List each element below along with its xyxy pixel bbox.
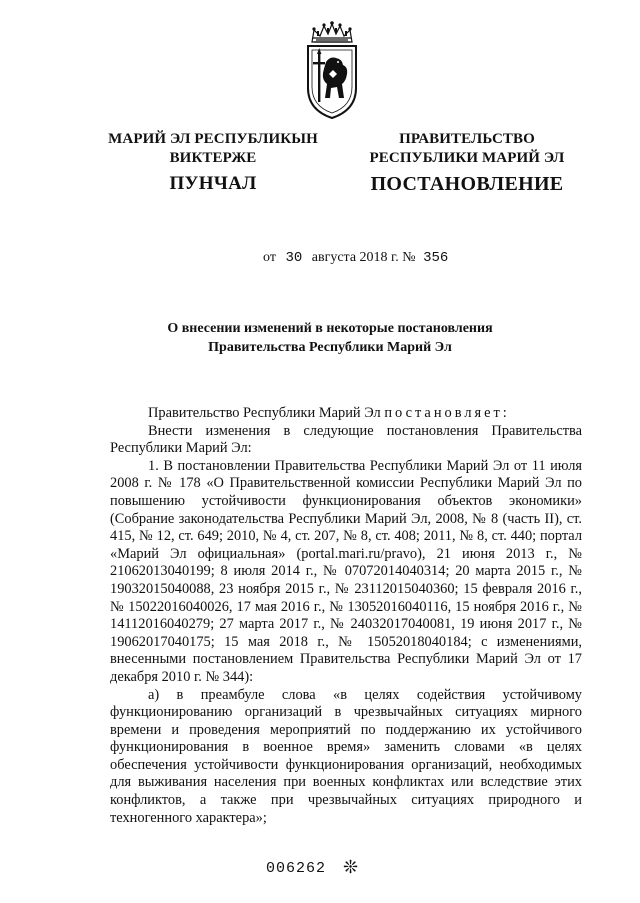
title-line1: О внесении изменений в некоторые постановления — [167, 321, 493, 336]
date-prefix: от — [263, 250, 276, 265]
preamble — [110, 405, 582, 423]
coat-of-arms-icon — [300, 18, 364, 120]
date-month-year: августа 2018 г. № — [311, 250, 416, 265]
header-right-doctype: ПОСТАНОВЛЕНИЕ — [370, 173, 564, 195]
header-right-line1: ПРАВИТЕЛЬСТВО — [399, 131, 535, 147]
date-day: 30 — [285, 250, 303, 266]
preamble-text: Правительство Республики Марий Эл — [148, 405, 385, 421]
preamble-verb: постановляет: — [384, 405, 510, 421]
header-left-line1: МАРИЙ ЭЛ РЕСПУБЛИКЫН — [108, 131, 318, 147]
header-left — [88, 130, 338, 196]
ornament-mark-icon: ❊ — [343, 857, 359, 877]
paragraph-3: а) в преамбуле слова «в целях содействия устойчивому функционированию организаций в чрезвычайных ситуациях мирного времени и проведения мероприятий по поддержанию их устойчивого функционирования в военное время» заменить словами «в целях обеспечения устойчивости функционирования организаций, необходимых для выживания населения при военных конфликтах или вследствие этих конфликтов, а также при чрезвычайных ситуациях природного и техногенного характера»; — [110, 686, 582, 826]
date-line — [263, 250, 448, 266]
header-left-doctype: ПУНЧАЛ — [169, 173, 257, 194]
title-line2: Правительства Республики Марий Эл — [208, 340, 452, 355]
header-left-line2: ВИКТЕРЖЕ — [169, 150, 257, 166]
form-serial-number: 006262 — [266, 860, 327, 877]
header-right — [352, 130, 582, 196]
document-number: 356 — [423, 250, 449, 266]
paragraph-2: 1. В постановлении Правительства Республики Марий Эл от 11 июля 2008 г. № 178 «О Правительственной комиссии Республики Марий Эл по повышению устойчивости функционирования объектов экономики» (Собрание законодательства Республики Марий Эл, 2008, № 8 (часть II), ст. 415, № 12, ст. 649; 2010, № 4, ст. 207, № 8, ст. 408; 2011, № 8, ст. 440; портал «Марий Эл официальная» (portal.mari.ru/pravo), 21 июня 2013 г., № 21062013040199; 8 июля 2014 г., № 07072014040314; 20 марта 2015 г., № 19032015040088, 23 ноября 2015 г., № 23112015040360; 15 февраля 2016 г., № 15022016040026, 17 мая 2016 г., № 13052016040116, 15 ноября 2016 г., № 14112016040279; 27 марта 2017 г., № 24032017040081, 19 июня 2017 г., № 19062017040175; 15 мая 2018 г., № 15052018040184; с изменениями, внесенными постановлением Правительства Республики Марий Эл от 17 декабря 2010 г. № 344): — [110, 457, 582, 685]
header-right-line2: РЕСПУБЛИКИ МАРИЙ ЭЛ — [369, 150, 565, 166]
paragraph-1: Внести изменения в следующие постановления Правительства Республики Марий Эл: — [110, 422, 582, 457]
document-title — [120, 319, 540, 357]
document-body — [110, 405, 582, 827]
